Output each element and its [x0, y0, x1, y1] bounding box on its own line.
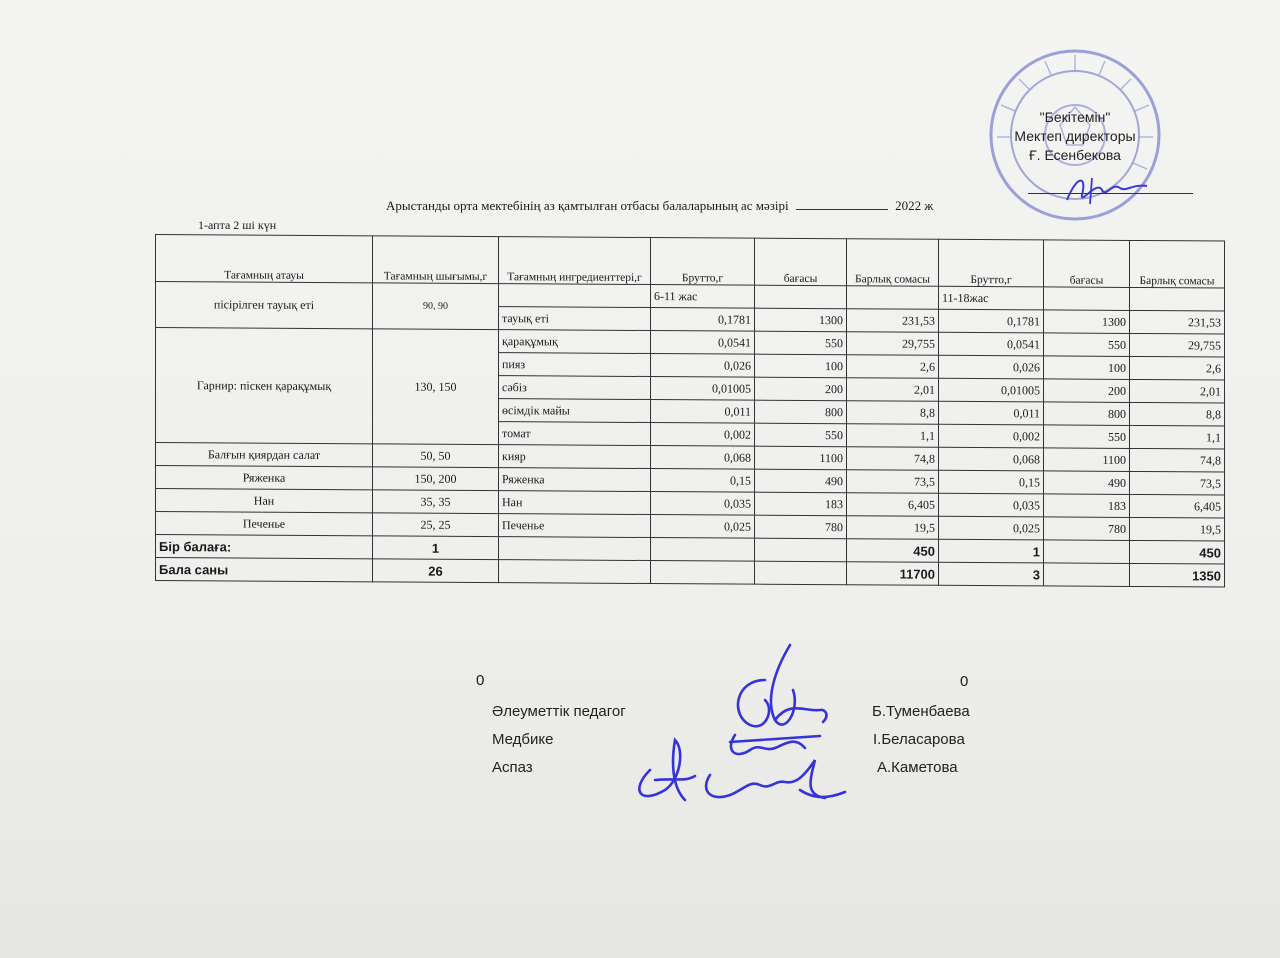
- dish-yield: 150, 200: [373, 467, 499, 491]
- age-group-label: 11-18жас: [939, 286, 1044, 310]
- role-nurse: Медбике: [492, 731, 554, 748]
- price-value: 780: [755, 515, 847, 539]
- brutto-value: 0,002: [651, 423, 755, 447]
- header-price-1: бағасы: [755, 238, 847, 286]
- ingredient: тауық еті: [499, 307, 651, 331]
- brutto-value: 0,0541: [939, 332, 1044, 356]
- brutto-value: 0,01005: [939, 378, 1044, 402]
- price-value: 490: [755, 469, 847, 493]
- header-sum-2: Барлық сомасы: [1130, 240, 1225, 288]
- zero-mark-left: 0: [476, 672, 485, 689]
- brutto-value: 0,011: [651, 400, 755, 424]
- name-cook: А.Каметова: [877, 759, 958, 776]
- price-value: 550: [1044, 425, 1130, 449]
- price-value: 1100: [755, 446, 847, 470]
- approval-title: "Бекітемін": [1039, 109, 1111, 125]
- dish-yield: 25, 25: [373, 513, 499, 537]
- sum-value: 2,01: [847, 378, 939, 402]
- price-value: 780: [1044, 517, 1130, 541]
- title-year: 2022 ж: [895, 198, 934, 213]
- sum-value: 29,755: [1130, 333, 1225, 357]
- role-social-pedagogue: Әлеуметтік педагог: [492, 703, 626, 720]
- dish-name: Гарнир: піскен қарақұмық: [156, 328, 373, 444]
- sum-value: 231,53: [1130, 310, 1225, 334]
- header-row: [156, 235, 1225, 289]
- header-sum-1: Барлық сомасы: [847, 239, 939, 287]
- sum-value: 1,1: [1130, 425, 1225, 449]
- ingredient: пияз: [499, 353, 651, 377]
- dish-name: Ряженка: [156, 466, 373, 490]
- brutto-value: 0,002: [939, 424, 1044, 448]
- brutto-value: 0,1781: [651, 308, 755, 332]
- ingredient: Печенье: [499, 514, 651, 538]
- header-yield: Тағамның шығымы,г: [373, 236, 499, 284]
- brutto-value: 0,15: [939, 470, 1044, 494]
- ingredient: томат: [499, 422, 651, 446]
- total-sum: 450: [1130, 540, 1225, 564]
- dish-name: пісірілген тауық еті: [156, 282, 373, 329]
- name-social-pedagogue: Б.Туменбаева: [872, 703, 970, 720]
- director-signature: [1062, 170, 1152, 210]
- sum-value: 19,5: [847, 516, 939, 540]
- sum-value: 73,5: [847, 470, 939, 494]
- title-text: Арыстанды орта мектебінің аз қамтылған отбасы балаларының ас мәзірі: [386, 198, 789, 213]
- role-cook: Аспаз: [492, 759, 533, 776]
- sum-value: 74,8: [1130, 448, 1225, 472]
- sum-value: 2,01: [1130, 379, 1225, 403]
- sum-value: 1,1: [847, 424, 939, 448]
- ingredient: қарақұмық: [499, 330, 651, 354]
- total-sum: 1350: [1130, 563, 1225, 587]
- approval-name: Ғ. Есенбекова: [1029, 147, 1121, 163]
- dish-yield: 35, 35: [373, 490, 499, 514]
- price-value: 183: [755, 492, 847, 516]
- price-value: 200: [1044, 379, 1130, 403]
- brutto-value: 0,068: [651, 446, 755, 470]
- approval-position: Мектеп директоры: [1014, 128, 1136, 144]
- week-day-label: 1-апта 2 ші күн: [198, 218, 277, 232]
- sum-value: 74,8: [847, 447, 939, 471]
- header-price-2: бағасы: [1044, 240, 1130, 288]
- brutto-value: 0,035: [651, 492, 755, 516]
- total-label: Бір балаға:: [156, 535, 373, 559]
- price-value: 550: [755, 331, 847, 355]
- ingredient: сәбіз: [499, 376, 651, 400]
- ingredient: Нан: [499, 491, 651, 515]
- total-count: 3: [939, 562, 1044, 586]
- price-value: 1300: [1044, 310, 1130, 334]
- dish-name: Балғын қиярдан салат: [156, 443, 373, 467]
- brutto-value: 0,1781: [939, 309, 1044, 333]
- ingredient: кияр: [499, 445, 651, 469]
- ingredient: өсімдік майы: [499, 399, 651, 423]
- price-value: 200: [755, 377, 847, 401]
- price-value: 550: [755, 423, 847, 447]
- dish-yield: 90, 90: [373, 283, 499, 330]
- dish-name: Печенье: [156, 512, 373, 536]
- sum-value: 8,8: [847, 401, 939, 425]
- price-value: 183: [1044, 494, 1130, 518]
- total-label: Бала саны: [156, 558, 373, 582]
- sum-value: 19,5: [1130, 517, 1225, 541]
- brutto-value: 0,0541: [651, 331, 755, 355]
- brutto-value: 0,025: [651, 515, 755, 539]
- sum-value: 2,6: [847, 355, 939, 379]
- price-value: 100: [755, 354, 847, 378]
- sum-value: 6,405: [847, 493, 939, 517]
- total-sum: 11700: [847, 562, 939, 586]
- handwritten-signatures: [625, 640, 855, 815]
- sum-value: 231,53: [847, 309, 939, 333]
- total-count: 1: [373, 536, 499, 560]
- brutto-value: 0,01005: [651, 377, 755, 401]
- brutto-value: 0,026: [651, 354, 755, 378]
- approval-block: [1000, 108, 1150, 165]
- brutto-value: 0,011: [939, 401, 1044, 425]
- brutto-value: 0,026: [939, 355, 1044, 379]
- date-blank: [796, 209, 888, 210]
- header-brutto-2: Брутто,г: [939, 239, 1044, 287]
- header-brutto-1: Брутто,г: [651, 238, 755, 286]
- sum-value: 2,6: [1130, 356, 1225, 380]
- price-value: 800: [755, 400, 847, 424]
- total-count: 1: [939, 539, 1044, 563]
- brutto-value: 0,068: [939, 447, 1044, 471]
- header-ingredients: Тағамның ингредиенттері,г: [499, 237, 651, 285]
- sum-value: 29,755: [847, 332, 939, 356]
- price-value: 490: [1044, 471, 1130, 495]
- price-value: 1100: [1044, 448, 1130, 472]
- document-title: [386, 198, 933, 214]
- sum-value: 6,405: [1130, 494, 1225, 518]
- dish-yield: 130, 150: [373, 329, 499, 445]
- name-nurse: І.Беласарова: [873, 731, 965, 748]
- age-group-label: 6-11 жас: [651, 285, 755, 309]
- sum-value: 73,5: [1130, 471, 1225, 495]
- total-sum: 450: [847, 539, 939, 563]
- price-value: 100: [1044, 356, 1130, 380]
- sum-value: 8,8: [1130, 402, 1225, 426]
- header-dish-name: Тағамның атауы: [156, 235, 373, 283]
- brutto-value: 0,025: [939, 516, 1044, 540]
- price-value: 550: [1044, 333, 1130, 357]
- ingredient: Ряженка: [499, 468, 651, 492]
- brutto-value: 0,15: [651, 469, 755, 493]
- dish-name: Нан: [156, 489, 373, 513]
- price-value: 800: [1044, 402, 1130, 426]
- menu-table: [155, 234, 1225, 588]
- brutto-value: 0,035: [939, 493, 1044, 517]
- price-value: 1300: [755, 308, 847, 332]
- zero-mark-right: 0: [960, 673, 969, 690]
- total-count: 26: [373, 559, 499, 583]
- dish-yield: 50, 50: [373, 444, 499, 468]
